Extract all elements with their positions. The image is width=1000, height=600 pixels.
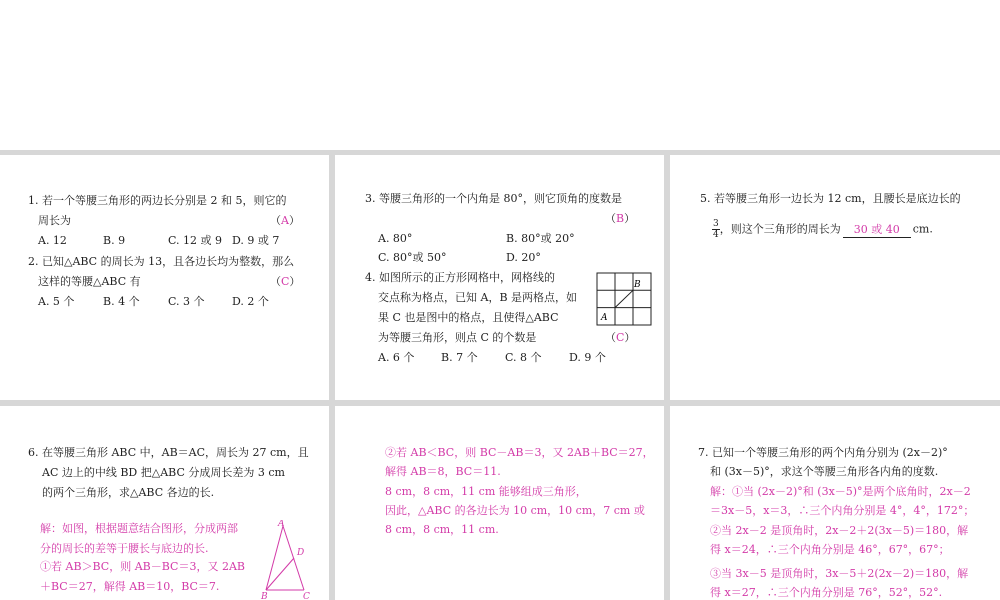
- q4-line-3: 果 C 也是图中的格点，且使得△ABC: [378, 311, 559, 324]
- paren-open: （: [605, 212, 616, 225]
- grid-label-a: A: [601, 313, 608, 323]
- q7-solution-1: 解：①当 (2x－2)°和 (3x－5)°是两个底角时，2x－2: [710, 485, 971, 498]
- paren-close: ）: [624, 331, 636, 344]
- q3-option-d: D. 20°: [506, 251, 541, 264]
- panel-q5: [670, 155, 1000, 400]
- paren-close: ）: [624, 212, 636, 225]
- q4-option-d: D. 9 个: [569, 351, 606, 364]
- triangle-label-d: D: [297, 548, 305, 558]
- q1-option-d: D. 9 或 7: [232, 234, 280, 247]
- q6-line-3: 的两个三角形，求△ABC 各边的长.: [42, 486, 215, 499]
- q2-option-c: C. 3 个: [168, 295, 205, 308]
- triangle-label-a: A: [278, 520, 285, 529]
- q1-line-2: 周长为: [38, 214, 71, 227]
- q3-option-b: B. 80°或 20°: [506, 232, 575, 245]
- q7-solution-5: ③当 3x－5 是顶角时，3x－5＋2(2x－2)＝180，解: [710, 567, 969, 580]
- q4-line-1: 4. 如图所示的正方形网格中，网格线的: [365, 271, 555, 284]
- q2-answer: [270, 275, 300, 289]
- q1-option-b: B. 9: [103, 234, 126, 247]
- q6-solution-1: 解：如图，根据题意结合图形，分成两部: [40, 522, 238, 535]
- q4-option-b: B. 7 个: [441, 351, 478, 364]
- panel-q6: [0, 406, 329, 600]
- q1-line-1: 1. 若一个等腰三角形的两边长分别是 2 和 5，则它的: [28, 194, 287, 207]
- q7-line-2: 和 (3x－5)°，求这个等腰三角形各内角的度数.: [710, 465, 939, 478]
- q2-line-2: 这样的等腰△ABC 有: [38, 275, 141, 288]
- q6-cont-line-5: 8 cm，8 cm，11 cm.: [385, 523, 499, 536]
- q5-answer-blank: [843, 223, 911, 238]
- triangle-label-c: C: [303, 592, 310, 600]
- grid-figure: [596, 272, 654, 328]
- q5-line-1: 5. 若等腰三角形一边长为 12 cm，且腰长是底边长的: [700, 192, 961, 205]
- q1-answer: [270, 214, 300, 228]
- q7-solution-2: ＝3x－5，x＝3，∴三个内角分别是 4°，4°，172°；: [710, 504, 975, 517]
- q2-answer-letter: C: [281, 275, 290, 288]
- q1-option-a: A. 12: [38, 234, 67, 247]
- q7-solution-6: 得 x＝27，∴三个内角分别是 76°，52°，52°.: [710, 586, 943, 599]
- q7-solution-3: ②当 2x－2 是顶角时，2x－2＋2(3x－5)＝180，解: [710, 524, 969, 537]
- panel-q1-q2: [0, 155, 329, 400]
- q5-fraction: [712, 219, 720, 240]
- q6-line-1: 6. 在等腰三角形 ABC 中，AB＝AC，周长为 27 cm，且: [28, 446, 309, 459]
- q5-fraction-den: 4: [713, 230, 719, 240]
- q1-option-c: C. 12 或 9: [168, 234, 223, 247]
- paren-open: （: [270, 275, 281, 288]
- q5-line-2: [712, 219, 933, 240]
- q3-option-c: C. 80°或 50°: [378, 251, 447, 264]
- q5-fraction-num: 3: [713, 219, 719, 229]
- q5-unit: cm.: [912, 222, 933, 236]
- q2-option-b: B. 4 个: [103, 295, 140, 308]
- q4-line-4: 为等腰三角形，则点 C 的个数是: [378, 331, 537, 344]
- q3-answer-letter: B: [616, 212, 625, 225]
- q2-line-1: 2. 已知△ABC 的周长为 13，且各边长均为整数，那么: [28, 255, 295, 268]
- paren-close: ）: [289, 275, 301, 288]
- q6-solution-2: 分的周长的差等于腰长与底边的长.: [40, 542, 209, 555]
- q6-cont-line-3: 8 cm，8 cm，11 cm 能够组成三角形，: [385, 485, 587, 498]
- q4-answer-letter: C: [616, 331, 625, 344]
- paren-open: （: [270, 214, 281, 227]
- q3-option-a: A. 80°: [378, 232, 413, 245]
- q3-answer: [605, 212, 635, 226]
- triangle-label-b: B: [261, 592, 268, 600]
- triangle-figure: [258, 520, 318, 600]
- panel-q3-q4: [335, 155, 664, 400]
- q1-answer-letter: A: [281, 214, 289, 227]
- q6-cont-line-4: 因此，△ABC 的各边长为 10 cm，10 cm，7 cm 或: [385, 504, 645, 517]
- q4-option-a: A. 6 个: [378, 351, 415, 364]
- paren-open: （: [605, 331, 616, 344]
- q6-solution-3: ①若 AB＞BC，则 AB－BC＝3，又 2AB: [40, 560, 245, 573]
- q4-answer: [605, 331, 635, 345]
- q6-cont-line-1: ②若 AB＜BC，则 BC－AB＝3，又 2AB＋BC＝27，: [385, 446, 654, 459]
- q7-line-1: 7. 已知一个等腰三角形的两个内角分别为 (2x－2)°: [698, 446, 948, 459]
- paren-close: ）: [288, 214, 300, 227]
- q3-line-1: 3. 等腰三角形的一个内角是 80°，则它顶角的度数是: [365, 192, 622, 205]
- q7-solution-4: 得 x＝24，∴三个内角分别是 46°，67°，67°；: [710, 543, 950, 556]
- q2-option-d: D. 2 个: [232, 295, 269, 308]
- panel-q7: [670, 406, 1000, 600]
- top-blank-area: [0, 0, 1000, 150]
- q4-option-c: C. 8 个: [505, 351, 542, 364]
- q5-text: ，则这个三角形的周长为: [719, 222, 841, 236]
- q6-line-2: AC 边上的中线 BD 把△ABC 分成周长差为 3 cm: [42, 466, 285, 479]
- grid-label-b: B: [634, 280, 641, 290]
- q5-answer: 30 或 40: [853, 222, 900, 236]
- q6-solution-4: ＋BC＝27，解得 AB＝10，BC＝7.: [40, 580, 220, 593]
- panel-q6-continued: [335, 406, 664, 600]
- q2-option-a: A. 5 个: [38, 295, 75, 308]
- q6-cont-line-2: 解得 AB＝8，BC＝11.: [385, 465, 501, 478]
- q4-line-2: 交点称为格点，已知 A，B 是两格点，如: [378, 291, 578, 304]
